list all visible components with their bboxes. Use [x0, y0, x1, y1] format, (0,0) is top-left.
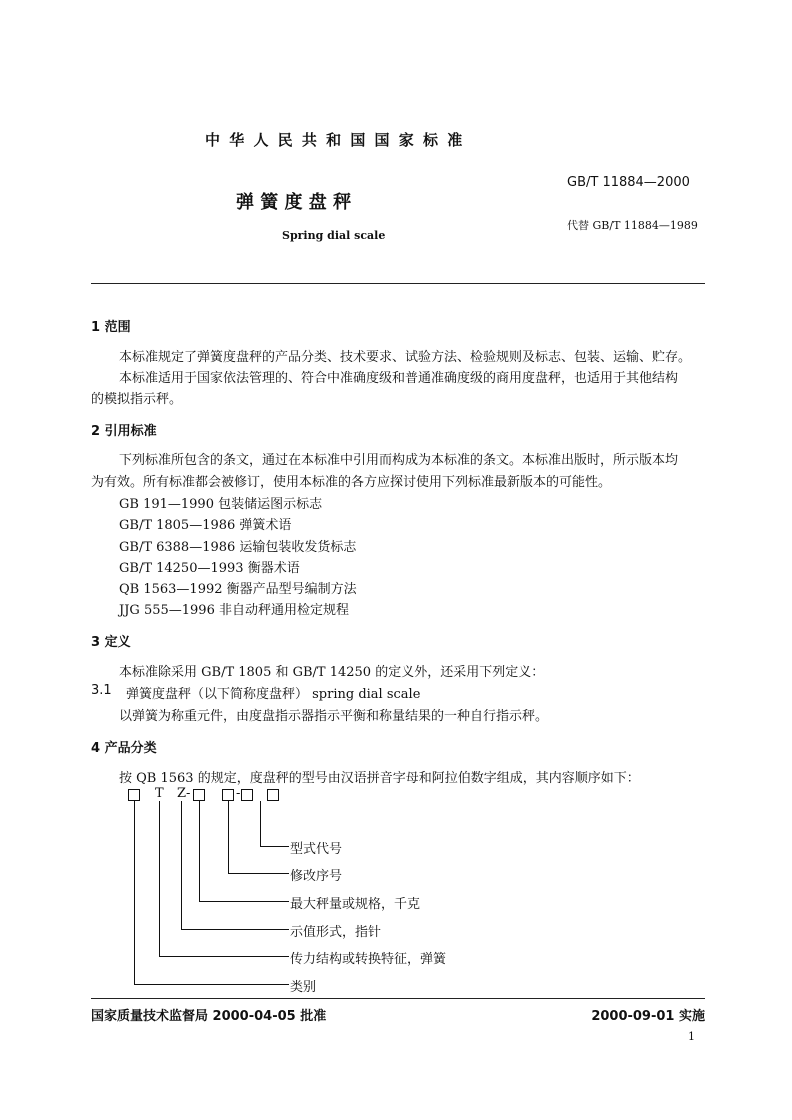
leader-line [159, 801, 160, 956]
label-force-structure: 传力结构或转换特征，弹簧 [290, 952, 447, 967]
section-1-paragraph-2: 本标准适用于国家依法管理的、符合中准确度级和普通准确度级的商用度盘秤，也适用于其他结构 [119, 371, 679, 386]
standard-number: GB/T 11884—2000 [567, 175, 690, 190]
leader-line [181, 929, 289, 930]
reference-item: QB 1563—1992 衡器产品型号编制方法 [119, 582, 357, 597]
section-2-paragraph: 下列标准所包含的条文，通过在本标准中引用而构成为本标准的条文。本标准出版时，所示版本均 [119, 453, 679, 468]
section-3-paragraph: 本标准除采用 GB/T 1805 和 GB/T 14250 的定义外，还采用下列定义： [119, 665, 545, 680]
label-category: 类别 [290, 980, 317, 995]
definition-number: 3.1 [91, 683, 112, 698]
header-rule [91, 283, 705, 284]
leader-line [228, 801, 229, 873]
definition-term: 弹簧度盘秤（以下简称度盘秤） spring dial scale [126, 687, 421, 702]
reference-item: JJG 555—1996 非自动秤通用检定规程 [119, 603, 349, 618]
section-2-heading: 2 引用标准 [91, 424, 157, 439]
code-letter-t: T [155, 786, 164, 801]
section-2-paragraph-cont: 为有效。所有标准都会被修订，使用本标准的各方应探讨使用下列标准最新版本的可能性。 [91, 475, 612, 490]
leader-line [199, 901, 289, 902]
leader-line [260, 801, 261, 846]
leader-line [159, 956, 289, 957]
section-3-heading: 3 定义 [91, 635, 131, 650]
code-box-category [128, 789, 140, 801]
reference-item: GB/T 6388—1986 运输包装收发货标志 [119, 540, 357, 555]
code-box-revision [222, 789, 234, 801]
section-4-paragraph: 按 QB 1563 的规定，度盘秤的型号由汉语拼音字母和阿拉伯数字组成，其内容顺序如下： [119, 771, 640, 786]
code-dash: - [236, 786, 241, 801]
replaces-standard: 代替 GB/T 11884—1989 [567, 219, 698, 232]
approval-info: 国家质量技术监督局 2000-04-05 批准 [91, 1009, 327, 1024]
code-box-capacity [193, 789, 205, 801]
leader-line [134, 984, 289, 985]
doc-title: 弹 簧 度 盘 秤 [236, 192, 352, 213]
section-1-paragraph-2-cont: 的模拟指示秤。 [91, 392, 183, 407]
reference-item: GB/T 1805—1986 弹簧术语 [119, 518, 292, 533]
code-letter-z: Z- [177, 786, 191, 801]
leader-line [260, 846, 289, 847]
code-box-type-b [267, 789, 279, 801]
page-number: 1 [688, 1030, 695, 1043]
label-max-capacity: 最大秤量或规格，千克 [290, 897, 421, 912]
section-1-paragraph-1: 本标准规定了弹簧度盘秤的产品分类、技术要求、试验方法、检验规则及标志、包装、运输、贮存。 [119, 350, 692, 365]
section-4-heading: 4 产品分类 [91, 741, 157, 756]
label-revision-number: 修改序号 [290, 869, 343, 884]
doc-title-english: Spring dial scale [282, 229, 386, 242]
leader-line [134, 801, 135, 984]
org-title: 中 华 人 民 共 和 国 国 家 标 准 [205, 131, 465, 149]
leader-line [228, 873, 289, 874]
reference-item: GB 191—1990 包装储运图示标志 [119, 497, 323, 512]
label-type-code: 型式代号 [290, 842, 343, 857]
footer-rule [91, 998, 705, 999]
leader-line [199, 801, 200, 901]
definition-text: 以弹簧为称重元件，由度盘指示器指示平衡和称量结果的一种自行指示秤。 [119, 709, 549, 724]
code-box-type-a [241, 789, 253, 801]
implementation-date: 2000-09-01 实施 [591, 1009, 705, 1024]
leader-line [181, 801, 182, 929]
section-1-heading: 1 范围 [91, 320, 131, 335]
label-indication-form: 示值形式，指针 [290, 925, 382, 940]
reference-item: GB/T 14250—1993 衡器术语 [119, 561, 300, 576]
